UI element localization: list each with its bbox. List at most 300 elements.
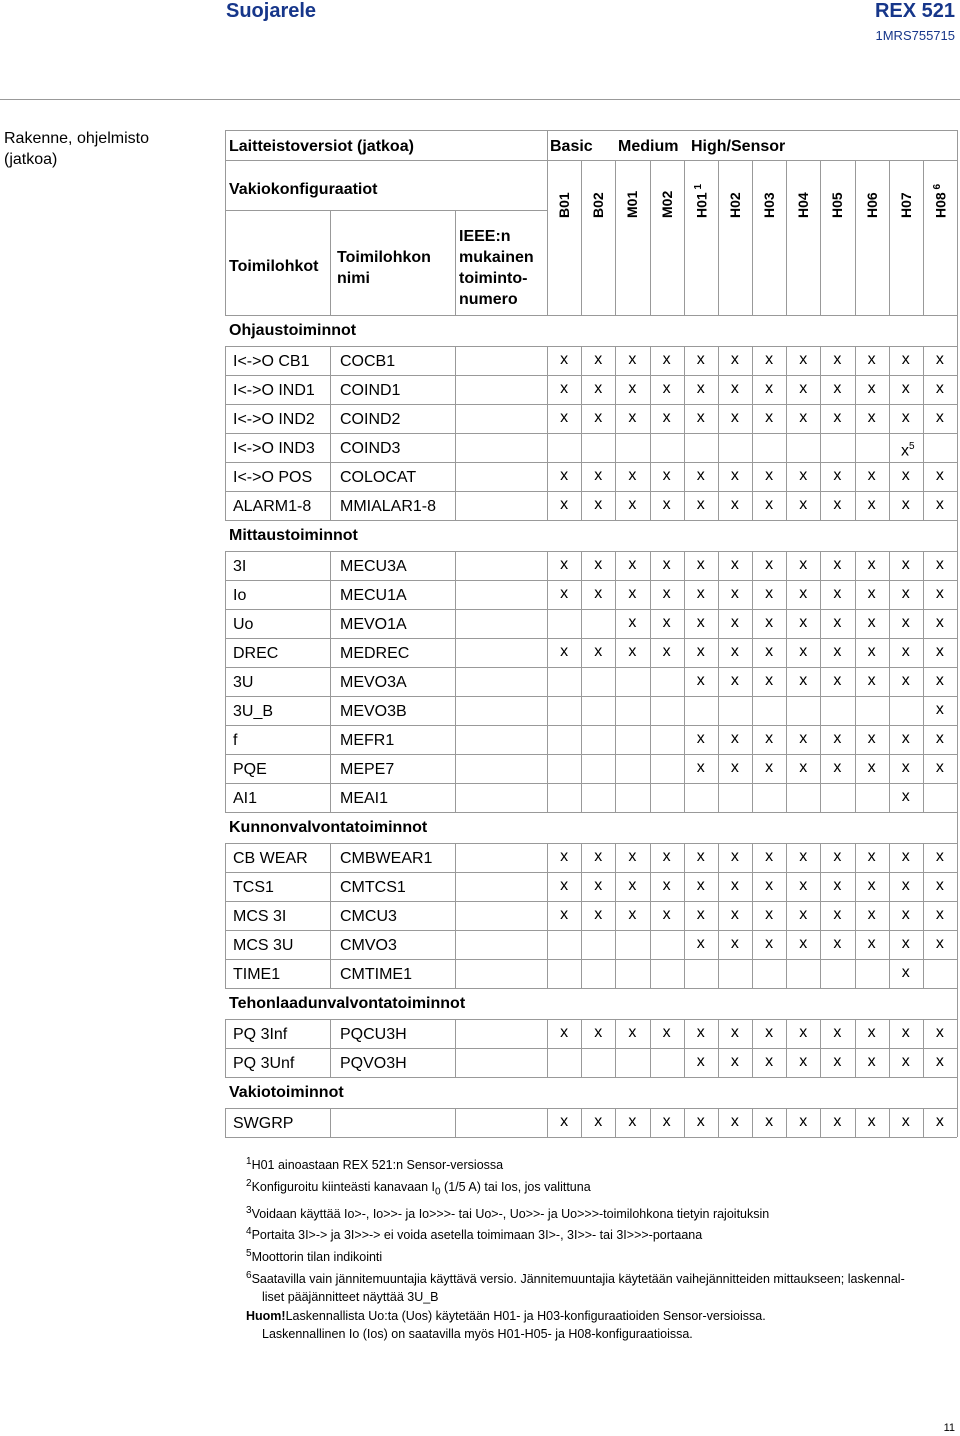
grid-line [650,725,651,754]
mark-x: x [799,1053,808,1070]
mark-x: x [696,848,705,865]
grid-line [820,1019,821,1048]
grid-line [330,551,331,580]
grid-line [650,901,651,930]
grid-line [718,930,719,959]
mark-x: x [867,351,876,368]
grid-line [855,609,856,638]
mark-x: x [696,906,705,923]
grid-line [923,551,924,580]
mark-x: x [833,935,842,952]
row-block: Uo [233,616,254,633]
grid-line [547,872,548,901]
mark-x: x [696,351,705,368]
mark-x: x [867,877,876,894]
mark-x: x [833,1024,842,1041]
row-name: COCB1 [340,353,396,370]
row-block: PQE [233,761,267,778]
grid-line [615,491,616,520]
grid-line [923,872,924,901]
grid-line [650,580,651,609]
mark-x: x [833,556,842,573]
mark-x: x [730,1113,739,1130]
mark-x: x [765,906,774,923]
row-name: MEVO3A [340,674,407,691]
grid-line [330,491,331,520]
mark-x: x [594,877,603,894]
grid-line [455,843,456,872]
grid-line [820,1108,821,1137]
grid-line [581,609,582,638]
mark-x: x [799,848,808,865]
mark-x: x [867,496,876,513]
mark-x: x [662,1113,671,1130]
grid-line [650,1019,651,1048]
grid-line [615,638,616,667]
grid-line [225,551,957,552]
mark-x: x [662,643,671,660]
grid-line [752,375,753,404]
grid-line [455,901,456,930]
grid-line [330,667,331,696]
grid-line [718,1019,719,1048]
grid-line [615,872,616,901]
mark-x: x [696,1053,705,1070]
grid-line [752,580,753,609]
grid-line [820,901,821,930]
column-header-h07: H07 [897,192,914,218]
mark-x: x [901,730,910,747]
mark-x: x [867,614,876,631]
mark-x: x [935,759,944,776]
footnote-2: $^2$Konfiguroitu kiinteästi kanavaan $I_0$ (1/5 A) tai Ios, jos valittuna [246,1177,591,1198]
mark-x: x [628,496,637,513]
mark-x: x [594,496,603,513]
mark-x: x [765,759,774,776]
grid-line [650,638,651,667]
footnote-number: 2 [246,1177,252,1189]
grid-line [855,404,856,433]
mark-x: x [662,877,671,894]
grid-line [581,433,582,462]
mark-x: x [901,1053,910,1070]
mark-x: x [696,409,705,426]
grid-line [330,843,331,872]
mark-x: x [867,848,876,865]
grid-line [225,1077,957,1078]
mark-x: x [833,380,842,397]
row-name: PQCU3H [340,1026,407,1043]
grid-line [855,1019,856,1048]
grid-line [547,696,548,725]
grid-line [581,901,582,930]
grid-line [547,375,548,404]
mark-x: x [765,730,774,747]
mark-x: x [628,585,637,602]
mark-x: x [594,1024,603,1041]
grid-line [225,754,957,755]
grid-line [650,433,651,462]
grid-line [889,1108,890,1137]
grid-line [684,754,685,783]
grid-line [889,754,890,783]
mark-x: x [662,351,671,368]
mark-x: x [833,877,842,894]
grid-line [455,210,456,315]
grid-line [455,375,456,404]
mark-x: x [901,672,910,689]
grid-line [225,491,957,492]
grid-line [718,843,719,872]
grid-line [225,1048,226,1077]
grid-line [330,1108,331,1137]
grid-line [650,491,651,520]
mark-x: x [560,409,569,426]
grid-line [225,375,226,404]
grid-line [225,1137,957,1138]
grid-line [547,667,548,696]
grid-line [889,930,890,959]
page-number: 11 [943,1422,955,1434]
grid-line [889,433,890,462]
grid-line [923,580,924,609]
mark-x: x [799,351,808,368]
mark-x: x [662,1024,671,1041]
grid-line [225,609,957,610]
mark-x: x [628,1113,637,1130]
mark-x: x [901,614,910,631]
mark-x: x [799,730,808,747]
grid-line [581,843,582,872]
grid-line [650,872,651,901]
mark-x: x [560,643,569,660]
note-label: Huom! [246,1308,286,1323]
mark-x: $x^5$ [901,441,915,460]
grid-line [889,843,890,872]
column-header-h02: H02 [726,192,743,218]
col-header-block: Toimilohkot [229,258,319,275]
grid-line [889,404,890,433]
mark-x: x [935,906,944,923]
mark-x: x [594,906,603,923]
grid-line [650,1048,651,1077]
grid-line [718,638,719,667]
mark-x: x [935,380,944,397]
row-block: AI1 [233,790,258,807]
grid-line [923,959,924,988]
mark-x: x [730,351,739,368]
grid-line [718,872,719,901]
grid-line [889,551,890,580]
row-block: DREC [233,645,279,662]
grid-line [547,725,548,754]
grid-line [752,1019,753,1048]
mark-x: x [628,906,637,923]
grid-line [225,580,226,609]
grid-line [786,1108,787,1137]
grid-line [547,433,548,462]
grid-line [684,491,685,520]
column-header-h01: H01 $^1$ [692,183,710,218]
mark-x: x [935,1053,944,1070]
row-name: MECU1A [340,587,407,604]
mark-x: x [799,759,808,776]
grid-line [718,783,719,812]
grid-line [650,404,651,433]
row-block: I<->O IND2 [233,411,315,428]
grid-line [718,160,719,315]
grid-line [615,901,616,930]
grid-line [752,872,753,901]
grid-line [684,1048,685,1077]
mark-x: x [765,467,774,484]
row-name: CMBWEAR1 [340,850,433,867]
grid-line [684,346,685,375]
mark-x: x [730,906,739,923]
grid-line [820,959,821,988]
row-block: PQ 3Inf [233,1026,288,1043]
row-block: ALARM1-8 [233,498,312,515]
grid-line [786,930,787,959]
grid-line [547,346,548,375]
grid-line [225,404,226,433]
grid-line [855,160,856,315]
mark-x: x [765,877,774,894]
grid-line [684,462,685,491]
mark-x: x [867,906,876,923]
mark-x: x [867,672,876,689]
grid-line [225,346,957,347]
mark-x: x [628,467,637,484]
grid-line [581,346,582,375]
grid-line [752,346,753,375]
grid-line [650,667,651,696]
grid-line [820,696,821,725]
grid-line [786,609,787,638]
footnote-6: $^6$Saatavilla vain jännitemuuntajia käyttävä versio. Jännitemuuntajia käytetään vaihejännitteiden mittaukseen; laskennal- [246,1269,905,1286]
subscript: 0 [435,1186,441,1198]
grid-line [615,959,616,988]
grid-line [225,783,957,784]
grid-line [225,667,957,668]
grid-line [820,783,821,812]
mark-x: x [799,906,808,923]
grid-line [923,725,924,754]
note-line-1: Huom!Laskennallista Uo:ta (Uos) käytetään H01- ja H03-konfiguraatioiden Sensor-versioissa. [246,1308,766,1323]
grid-line [752,783,753,812]
mark-x: x [799,935,808,952]
grid-line [752,433,753,462]
grid-line [650,754,651,783]
mark-x: x [935,614,944,631]
grid-line [923,783,924,812]
grid-line [820,843,821,872]
grid-line [889,667,890,696]
grid-line [752,491,753,520]
grid-line [718,375,719,404]
grid-line [855,872,856,901]
grid-line [650,375,651,404]
grid-line [547,1108,548,1137]
grid-line [547,1048,548,1077]
mark-x: x [594,1113,603,1130]
grid-line [225,1019,957,1020]
grid-line [581,959,582,988]
row-block: 3I [233,558,247,575]
mark-x: x [560,848,569,865]
mark-x: x [594,467,603,484]
mark-x: x [935,730,944,747]
grid-line [455,609,456,638]
mark-x: x [867,759,876,776]
grid-line [889,638,890,667]
grid-line [820,404,821,433]
row-name: CMCU3 [340,908,397,925]
row-name: CMTIME1 [340,966,412,983]
mark-x: x [935,1024,944,1041]
grid-line [820,433,821,462]
grid-line [547,609,548,638]
row-block: 3U_B [233,703,274,720]
grid-line [820,930,821,959]
mark-x: x [833,585,842,602]
mark-x: x [935,1113,944,1130]
mark-x: x [628,380,637,397]
mark-x: x [867,1024,876,1041]
mark-x: x [765,848,774,865]
grid-line [752,638,753,667]
grid-line [752,404,753,433]
row-name: COIND3 [340,440,401,457]
grid-line [615,580,616,609]
mark-x: x [730,467,739,484]
grid-line [786,1019,787,1048]
grid-line [225,1048,957,1049]
mark-x: x [696,467,705,484]
mark-x: x [560,1024,569,1041]
footnote-4: $^4$Portaita 3I>-> ja 3I>>-> ei voida asetella toimimaan 3I>-, 3I>>- tai 3I>>>-portaana [246,1226,703,1243]
section-title: Vakiotoiminnot [229,1084,344,1101]
grid-line [455,930,456,959]
grid-line [820,754,821,783]
mark-x: x [833,672,842,689]
grid-line [718,609,719,638]
grid-line [820,580,821,609]
mark-x: x [730,380,739,397]
mark-x: x [765,1024,774,1041]
row-name: MEAI1 [340,790,389,807]
mark-x: x [901,788,910,805]
mark-x: x [594,585,603,602]
grid-line [923,930,924,959]
grid-line [330,433,331,462]
grid-line [650,1108,651,1137]
mark-x: x [901,848,910,865]
grid-line [330,609,331,638]
footnote-number: 5 [246,1248,252,1260]
grid-line [225,520,957,521]
grid-line [889,783,890,812]
grid-line [581,1108,582,1137]
mark-x: x [662,409,671,426]
grid-line [786,754,787,783]
grid-line [615,375,616,404]
grid-line [615,462,616,491]
row-name: MEPE7 [340,761,395,778]
grid-line [455,1048,456,1077]
header-title: REX 521 [874,0,955,22]
mark-x: x [935,496,944,513]
grid-line [718,404,719,433]
grid-line [615,433,616,462]
mark-x: x [901,380,910,397]
grid-line [615,551,616,580]
grid-line [225,433,957,434]
grid-line [615,1108,616,1137]
mark-x: x [662,467,671,484]
grid-line [786,1048,787,1077]
row-name: PQVO3H [340,1055,407,1072]
mark-x: x [560,351,569,368]
grid-line [330,959,331,988]
mark-x: x [867,556,876,573]
grid-line [225,1108,957,1109]
mark-x: x [799,556,808,573]
grid-line [225,959,226,988]
grid-line [923,843,924,872]
grid-line [855,638,856,667]
grid-line [855,959,856,988]
grid-line [923,696,924,725]
grid-line [225,930,957,931]
mark-x: x [765,935,774,952]
grid-line [225,404,957,405]
group-medium: Medium [618,138,679,155]
grid-line [650,346,651,375]
grid-line [718,754,719,783]
grid-line [225,696,226,725]
mark-x: x [935,701,944,718]
config-label: Vakiokonfiguraatiot [229,181,378,198]
column-header-b02: B02 [590,192,607,218]
grid-line [684,375,685,404]
grid-line [718,491,719,520]
mark-x: x [901,643,910,660]
row-block: I<->O CB1 [233,353,310,370]
mark-x: x [799,380,808,397]
mark-x: x [833,351,842,368]
grid-line [225,210,547,211]
grid-line [855,346,856,375]
grid-line [718,959,719,988]
mark-x: x [901,906,910,923]
grid-line [957,315,958,1137]
mark-x: x [935,556,944,573]
footnote-5: $^5$Moottorin tilan indikointi [246,1248,383,1265]
grid-line [455,667,456,696]
mark-x: x [833,496,842,513]
row-block: CB WEAR [233,850,308,867]
grid-line [615,1048,616,1077]
grid-line [923,160,924,315]
table-caption: Laitteistoversiot (jatkoa) [229,138,414,155]
mark-x: x [833,730,842,747]
grid-line [225,988,957,989]
group-basic: Basic [550,138,593,155]
grid-line [752,667,753,696]
col-header-ieee: IEEE:n mukainen toiminto-numero [459,228,534,308]
grid-line [855,843,856,872]
